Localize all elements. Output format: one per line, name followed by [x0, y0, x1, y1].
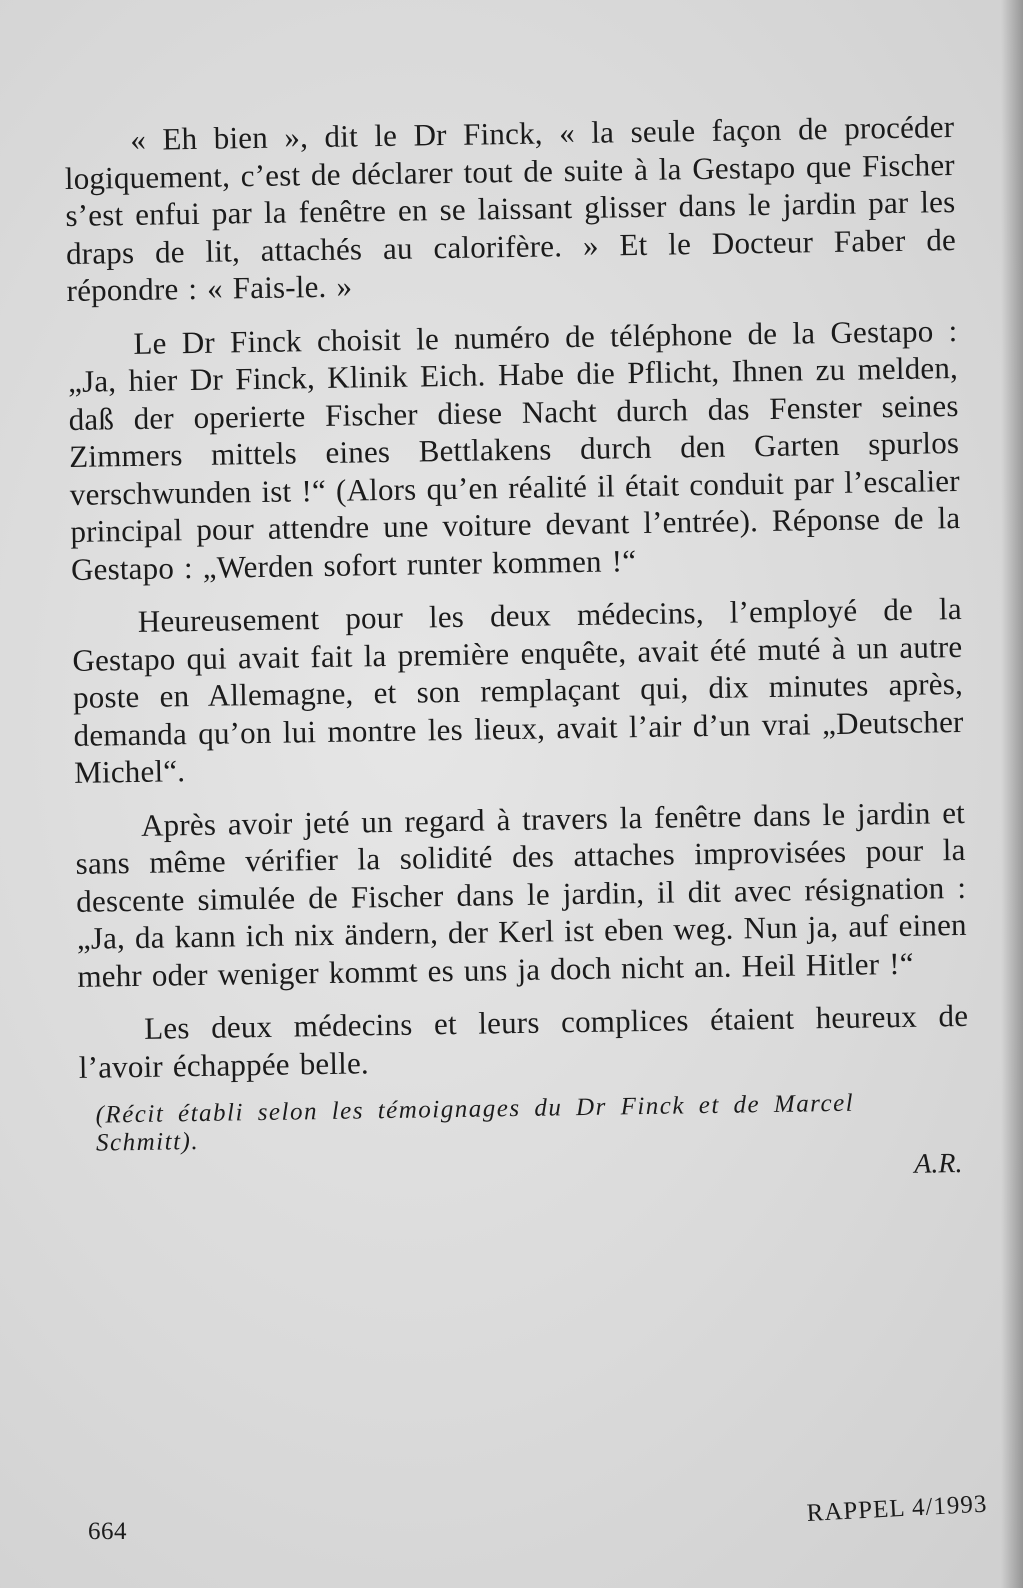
source-note: (Récit établi selon les témoignages du Dr Finck et de Marcel Schmitt). [95, 1089, 855, 1157]
paragraph-5: Les deux médecins et leurs complices étaient heureux de l’avoir échappée belle. [78, 997, 969, 1085]
author-signature: A.R. [914, 1148, 963, 1180]
page-edge-shadow [1001, 0, 1023, 1588]
publication-footer: RAPPEL 4/1993 [806, 1490, 989, 1527]
paragraph-4: Après avoir jeté un regard à travers la fenêtre dans le jardin et sans même vérifier la solidité des attaches improvisées pour la descente simulée de Fischer dans le jardin, il dit avec résignation : „Ja, da kann ich nix ändern, der Kerl ist eben weg. Nun ja, auf einen mehr oder weniger kommt es uns ja doch nicht an. Heil Hitler !“ [75, 794, 967, 994]
article-text [64, 108, 971, 1194]
paragraph-2: Le Dr Finck choisit le numéro de téléphone de la Gestapo : „Ja, hier Dr Finck, Klinik Eich. Habe die Pflicht, Ihnen zu melden, daß der operierte Fischer diese Nacht durch das Fenster seines Zimmers mittels eines Bettlakens durch den Garten spurlos verschwunden ist !“ (Alors qu’en réalité il était conduit par l’escalier principal pour attendre une voiture devant l’entrée). Réponse de la Gestapo : „Werden sofort runter kommen !“ [67, 312, 961, 587]
paragraph-3: Heureusement pour les deux médecins, l’employé de la Gestapo qui avait fait la première enquête, avait été muté à un autre poste en Allemagne, et son remplaçant qui, dix minutes après, demanda qu’on lui montre les lieux, avait l’air d’un vrai „Deutscher Michel“. [72, 590, 964, 790]
paragraph-1: « Eh bien », dit le Dr Finck, « la seule façon de procéder logiquement, c’est de déclarer tout de suite à la Gestapo que Fischer s’est enfui par la fenêtre en se laissant glisser dans le jardin par les draps de lit, attachés au calorifère. » Et le Docteur Faber de répondre : « Fais-le. » [64, 109, 957, 308]
page-number: 664 [88, 1518, 127, 1545]
